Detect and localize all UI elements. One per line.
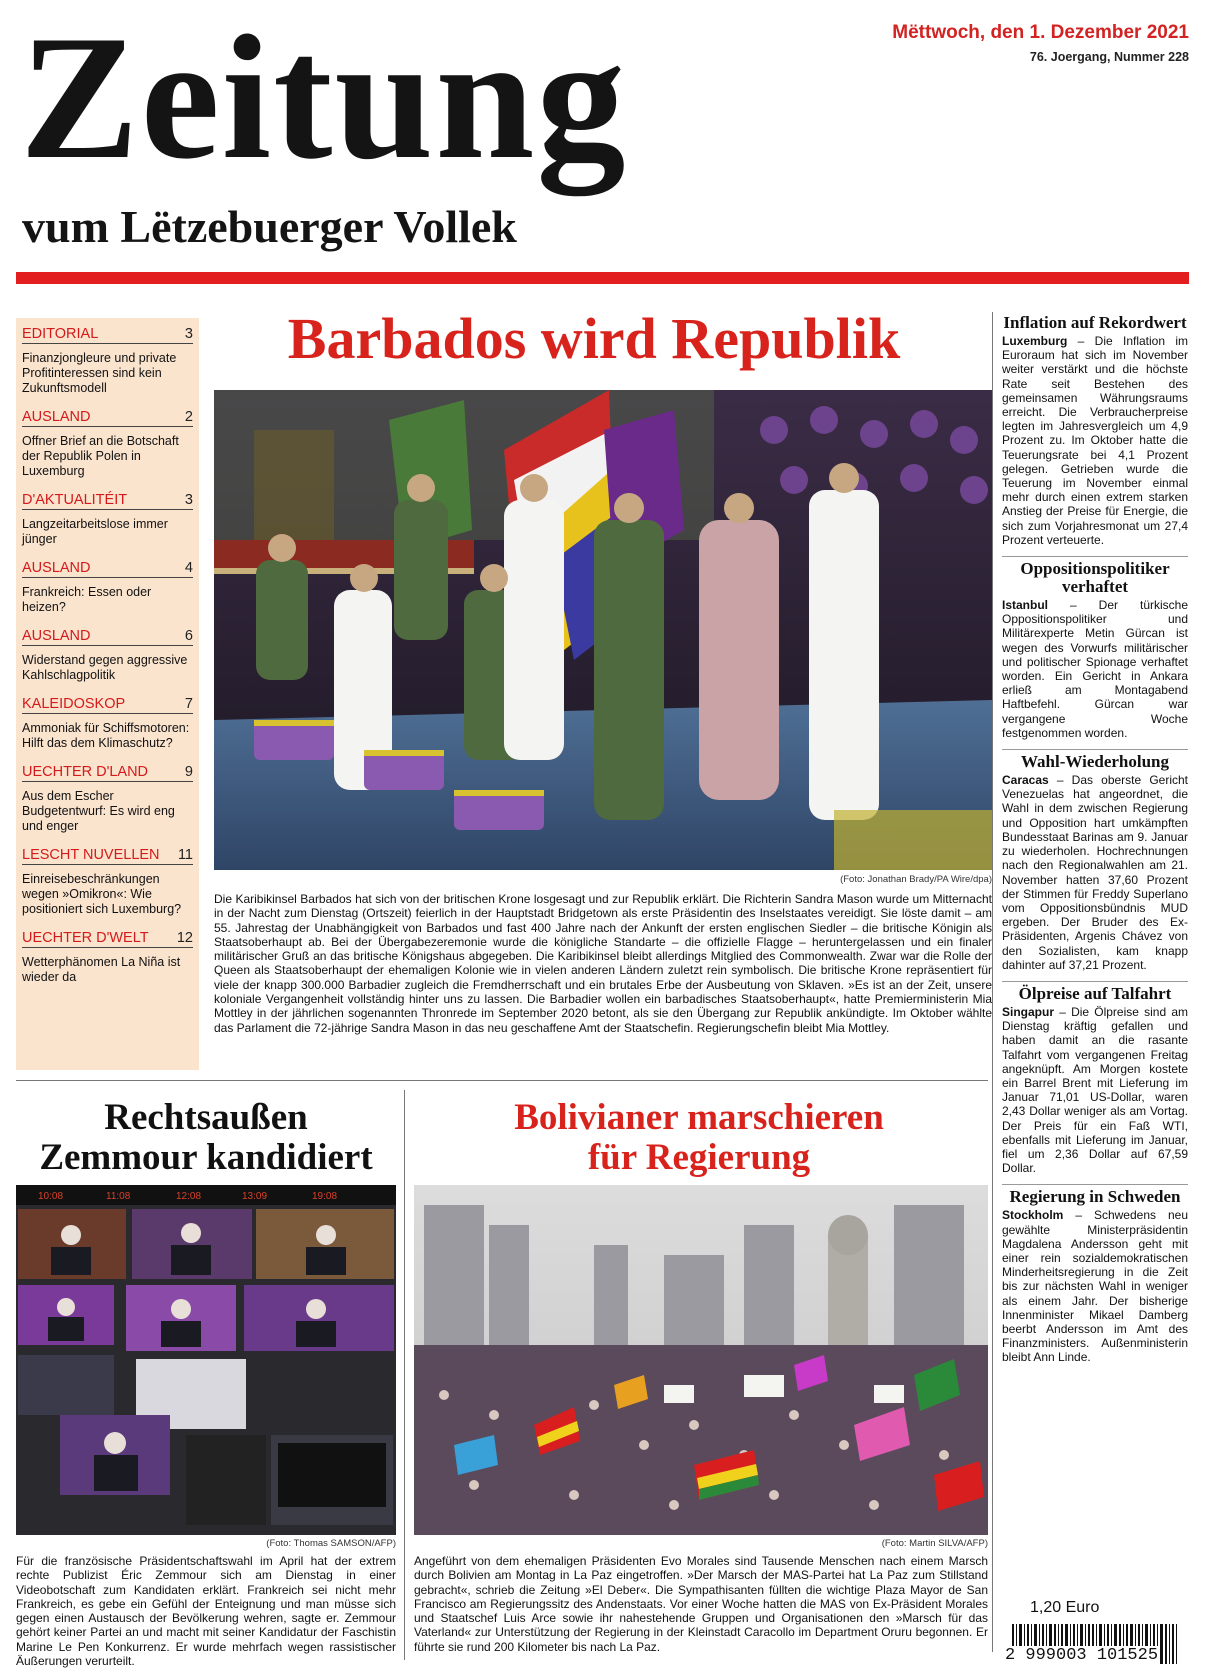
issue-number: 76. Joergang, Nummer 228 [1029,50,1189,64]
brief-dateline: Stockholm [1002,1208,1064,1223]
index-entry[interactable] [22,560,193,615]
index-page: 3 [184,326,193,342]
table-of-contents [16,318,199,1070]
screen-time: 10:08 [38,1191,64,1202]
zemmour-body: Für die französische Präsidentschaftswahl im April hat der extrem rechte Publizist Éric Zemmour sich am Dienstag in einer Videobotschaft zum Kandidaten erklärt. Frankreich sei nicht mehr Frankreich, es gebe ein Gefühl der Enteignung und man müsse sich gegen einen Austausch der Bevölkerung wehren, sagte er. Zemmour gehört keiner Partei an und macht mit seiner Kandidatur der Faschistin Marine Le Pen Konkurrenz. Er wurde mehrfach wegen rassistischer Äußerungen verurteilt. [16,1554,396,1669]
brief-text: – Die Ölpreise sind am Dienstag kräftig gefallen und haben damit an die rasante Talfahrt vom vergangenen Freitag angeknüpft. Am Morgen kostete ein Barrel Brent mit Lieferung im Januar 71,01 US-Dollar, waren 2,43 Dollar weniger als am Vortag. Der Preis für ein Faß WTI, ebenfalls mit Lieferung im Januar, fiel um 2,36 Dollar auf 67,59 Dollar. [1002,1004,1188,1176]
news-briefs-column [1002,314,1188,1374]
index-teaser: Einreisebeschränkungen wegen »Omikron«: Wie positioniert sich Luxemburg? [22,872,182,916]
issue-date: Mëttwoch, den 1. Dezember 2021 [892,22,1189,43]
bolivia-headline-line1: Bolivianer marschieren [514,1097,884,1138]
ceremony-photo-illustration [214,390,992,870]
brief-title: Ölpreise auf Talfahrt [1002,981,1188,1003]
index-teaser: Frankreich: Essen oder heizen? [22,585,152,614]
index-page: 2 [184,409,193,425]
zemmour-photo [16,1185,396,1535]
news-brief[interactable] [1002,749,1188,972]
section-rule [16,1080,988,1081]
price-label: 1,20 Euro [1030,1599,1100,1616]
zemmour-headline [16,1098,396,1178]
screen-time: 11:08 [106,1191,131,1202]
index-page: 6 [184,628,193,644]
zemmour-headline-line2: Zemmour kandidiert [39,1137,373,1178]
screen-time: 12:08 [176,1191,202,1202]
bolivia-headline [410,1098,988,1178]
index-entry[interactable] [22,628,193,683]
index-teaser: Offner Brief an die Botschaft der Republik Polen in Luxemburg [22,434,179,478]
bolivia-headline-line2: für Regierung [587,1137,811,1178]
index-teaser: Wetterphänomen La Niña ist wieder da [22,955,181,984]
tv-screens-photo-illustration [16,1185,396,1535]
index-section: AUSLAND [22,560,91,576]
index-teaser: Finanzjongleure und private Profitinteressen sind kein Zukunftsmodell [22,351,177,395]
bolivia-photo-credit: (Foto: Martin SILVA/AFP) [881,1538,988,1549]
index-section: KALEIDOSKOP [22,696,126,712]
screen-time: 19:08 [312,1191,338,1202]
index-entry[interactable] [22,847,193,917]
brief-dateline: Istanbul [1002,598,1049,613]
index-entry[interactable] [22,930,193,985]
brief-title: Regierung in Schweden [1002,1184,1188,1206]
lead-headline: Barbados wird Republik [287,306,901,371]
news-brief[interactable] [1002,314,1188,547]
index-section: AUSLAND [22,628,91,644]
masthead-divider [16,272,1189,284]
index-teaser: Widerstand gegen aggressive Kahlschlagpolitik [22,653,188,682]
index-page: 9 [184,764,193,780]
zemmour-headline-line1: Rechtsaußen [104,1097,308,1138]
news-brief[interactable] [1002,1184,1188,1364]
news-brief[interactable] [1002,981,1188,1175]
index-entry[interactable] [22,492,193,547]
index-entry[interactable] [22,764,193,834]
brief-title: Oppositionspolitiker verhaftet [1002,556,1188,596]
lead-photo-credit: (Foto: Jonathan Brady/PA Wire/dpa) [840,874,992,885]
brief-dateline: Luxemburg [1002,334,1068,348]
masthead-subtitle: vum Lëtzebuerger Vollek [22,201,517,252]
index-section: AUSLAND [22,409,91,425]
zemmour-photo-credit: (Foto: Thomas SAMSON/AFP) [266,1538,396,1549]
screen-time: 13:09 [242,1191,268,1202]
lead-body: Die Karibikinsel Barbados hat sich von der britischen Krone losgesagt und zur Republik erklärt. Die Richterin Sandra Mason wurde um Mitternacht in der Nacht zum Dienstag (Ortszeit) feierlich in der Hauptstadt Bridgetown als erste Präsidentin des Inselstaates vereidigt. Sie löste damit – am 55. Jahrestag der Unabhängigkeit von Barbados und fast 400 Jahre nach der Ankunft der ersten englischen Siedler – die britische Königin als Staatsoberhaupt ab. Bei der Übergabezeremonie wurde die königliche Standarte – die offizielle Flagge – heruntergelassen und ein finaler militärischer Gruß an das britische Königshaus abgegeben. Die Karibikinsel bleibt allerdings Mitglied des Commonwealth. Zwar war die Rolle der Queen als Staatsoberhaupt der ehemaligen Kolonie wie in vielen anderen Ländern zuletzt rein symbolisch. Die britische Krone repräsentiert für viele der knapp 300.000 Barbadier zugleich die Fremdherrschaft und ein brutales Erbe der Ausbeutung von Sklaven. »Es ist an der Zeit, unsere koloniale Vergangenheit vollständig hinter uns zu lassen. Die Barbadier wollen ein barbadisches Staatsoberhaupt«, hatte Premierministerin Mia Mottley in der jährlichen sogenannten Thronrede im September 2020 betont, als sie den Übergang zur Republik ankündigte. Im Oktober wählte das Parlament die 72-jährige Sandra Mason in das neu geschaffene Amt der Staatschefin. Regierungschefin bleibt Mia Mottley. [214,892,992,1035]
masthead-title: Zeitung [20,0,628,196]
barcode-number: 2 999003 101525 [1005,1646,1159,1665]
bolivia-body: Angeführt von dem ehemaligen Präsidenten Evo Morales sind Tausende Menschen nach einem Marsch durch Bolivien am Montag in La Paz eingetroffen. »Der Marsch der MAS-Partei hat La Paz zum Stillstand gebracht«, schrieb die Zeitung »El Deber«. Die Sympathisanten füllten die wichtige Plaza Mayor de San Francisco am Regierungssitz des Andenstaats. Vor einer Woche hatten die MAS von Ex-Präsident Morales und Staatschef Luis Arce sowie ihr nahestehende Gruppen und Organisationen den »Marsch für das Vaterland« zur Unterstützung der Regierung in der Kleinstadt Caracollo im Department Oruru begonnen. Er führte sie rund 200 Kilometer bis nach La Paz. [414,1554,988,1654]
index-entry[interactable] [22,696,193,751]
index-section: UECHTER D'LAND [22,764,149,780]
brief-text: – Schwedens neu gewählte Ministerpräsidentin Magdalena Andersson geht mit einer rein sozialdemokratischen Minderheitsregierung in die Zeit bis zur nächsten Wahl in weniger als einem Jahr. Der bisherige Innenminister Mikael Damberg beerbt Andersson im Amt des Finanzministers. Außenministerin bleibt Ann Linde. [1002,1208,1188,1365]
index-section: D'AKTUALITÉIT [22,492,128,508]
index-page: 7 [184,696,193,712]
index-entry[interactable] [22,326,193,396]
brief-title: Inflation auf Rekordwert [1003,313,1187,332]
march-crowd-photo-illustration [414,1185,988,1535]
index-page: 4 [184,560,193,576]
index-section: UECHTER D'WELT [22,930,149,946]
index-teaser: Langzeitarbeitslose immer jünger [22,517,168,546]
brief-text: – Die Inflation im Euroraum hat sich im November weiter verstärkt und die höchste Rate seit Bestehen des gemeinsamen Währungsraums erreicht. Die Verbraucherpreise legten im Jahresvergleich um 4,9 Prozent zu. Im Oktober hatte die Teuerungsrate bei 4,1 Prozent gelegen. Getrieben wurde die Teuerung im November einmal mehr durch einen extrem starken Anstieg der Preise für Energie, die sich zum Vorjahresmonat um 27,4 Prozent verteuerte. [1002,334,1188,547]
brief-dateline: Singapur [1002,1004,1055,1019]
index-section: LESCHT NUVELLEN [22,847,160,863]
lead-photo [214,390,992,870]
bolivia-photo [414,1185,988,1535]
news-brief[interactable] [1002,556,1188,740]
brief-title: Wahl-Wiederholung [1002,749,1188,771]
index-entry[interactable] [22,409,193,479]
index-page: 11 [177,847,193,863]
column-rule [992,312,993,1652]
brief-dateline: Caracas [1002,773,1049,788]
index-page: 12 [176,930,193,946]
index-teaser: Aus dem Escher Budgetentwurf: Es wird eng und enger [22,789,175,833]
column-rule [404,1090,405,1660]
brief-text: – Das oberste Gericht Venezuelas hat angeordnet, die Wahl in dem zwischen Regierung und Opposition hart umkämpften Bundesstaat Barinas am 9. Januar zu wiederholen. Hochrechnungen nach den Regionalwahlen am 21. November hatten 37,60 Prozent der Stimmen für Freddy Superlano vom Oppositionsbündnis MUD ergeben. Der Bruder des Ex-Präsidenten, Argenis Chávez von den Sozialisten, kam knapp dahinter auf 37,21 Prozent. [1002,773,1188,972]
index-page: 3 [184,492,193,508]
index-teaser: Ammoniak für Schiffsmotoren: Hilft das dem Klimaschutz? [22,721,190,750]
index-section: EDITORIAL [22,326,99,342]
brief-text: – Der türkische Oppositionspolitiker und Militärexperte Metin Gürcan ist wegen des Vorwurfs militärischer und politischer Spionage verhaftet worden. Ein Gericht in Ankara erließ am Montagabend Haftbefehl. Gürcan war vergangene Woche festgenommen worden. [1002,598,1188,740]
